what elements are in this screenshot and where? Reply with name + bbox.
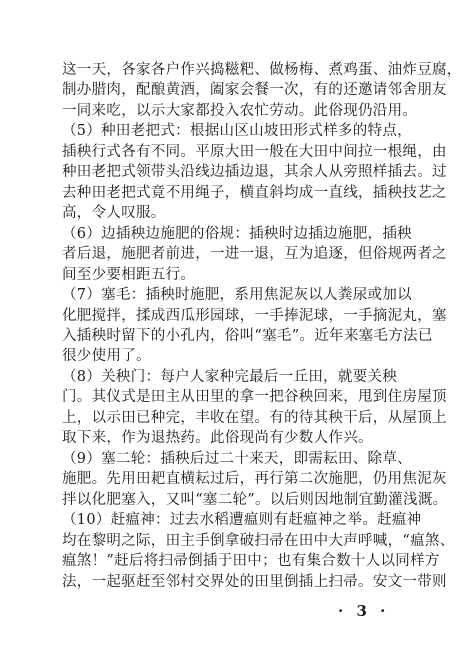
text-line: 取下来，作为退热药。此俗现尚有少数人作兴。 (62, 430, 373, 447)
text-line: 种田老把式领带头沿线边插边退，其余人从旁照样插去。过 (62, 164, 447, 181)
text-line: 瘟煞！”赶后将扫帚倒插于田中；也有集合数十人以同样方 (62, 553, 440, 570)
text-line: （7）塞毛：插秧时施肥，系用焦泥灰以人粪尿或加以 (62, 287, 412, 304)
page-number: · 3 · (338, 602, 390, 620)
text-line: 制办腊肉，配酿黄酒，阖家会餐一次，有的还邀请邻舍朋友 (62, 82, 447, 99)
text-line: 门。其仪式是田主从田里的拿一把谷秧回来，甩到住房屋顶 (62, 389, 447, 406)
text-line: 高，令人叹服。 (62, 205, 166, 222)
text-line: 拌以化肥塞入，又叫“塞二轮”。以后则因地制宜勤灌浅溉。 (62, 491, 448, 508)
text-line: 很少使用了。 (62, 348, 151, 365)
text-line: 均在黎明之际，田主手倒拿破扫帚在田中大声呼喊，“瘟煞、 (62, 532, 455, 549)
text-line: 者后退，施肥者前进，一进一退，互为追逐，但俗规两者之 (62, 246, 447, 263)
text-line: 间至少要相距五行。 (62, 266, 196, 283)
text-line: （10）赶瘟神：过去水稻遭瘟则有赶瘟神之举。赶瘟神 (62, 512, 422, 529)
text-line: 插秧行式各有不同。平原大田一般在大田中间拉一根绳，由 (62, 143, 447, 160)
text-line: 入插秧时留下的小孔内，俗叫“塞毛”。近年来塞毛方法已 (62, 328, 433, 344)
text-line: 化肥搅拌，揉成西瓜形园球，一手捧泥球，一手摘泥丸，塞 (62, 307, 447, 324)
text-line: 上，以示田已种完，丰收在望。有的待其秧干后，从屋顶上 (62, 409, 447, 426)
text-line: 法，一起驱赶至邻村交界处的田里倒插上扫帚。安文一带则 (62, 573, 447, 590)
text-line: 施肥。先用田耙直横耘过后，再行第二次施肥，仍用焦泥灰 (62, 471, 447, 488)
text-line: （8）关秧门：每户人家种完最后一丘田，就要关秧 (62, 368, 398, 385)
text-line: 这一天，各家各户作兴捣糍粑、做杨梅、煮鸡蛋、油炸豆腐， (62, 62, 462, 78)
text-line: （5）种田老把式：根据山区山坡田形式样多的特点， (62, 123, 412, 140)
text-line: 一同来吃，以示大家都投入农忙劳动。此俗现仍沿用。 (62, 102, 418, 119)
text-line: （9）塞二轮：插秧后过二十来天，即需耘田、除草、 (62, 450, 412, 467)
text-line: 去种田老把式竟不用绳子，横直斜均成一直线，插秧技艺之 (62, 184, 447, 201)
text-line: （6）边插秧边施肥的俗规：插秧时边插边施肥，插秧 (62, 225, 412, 242)
